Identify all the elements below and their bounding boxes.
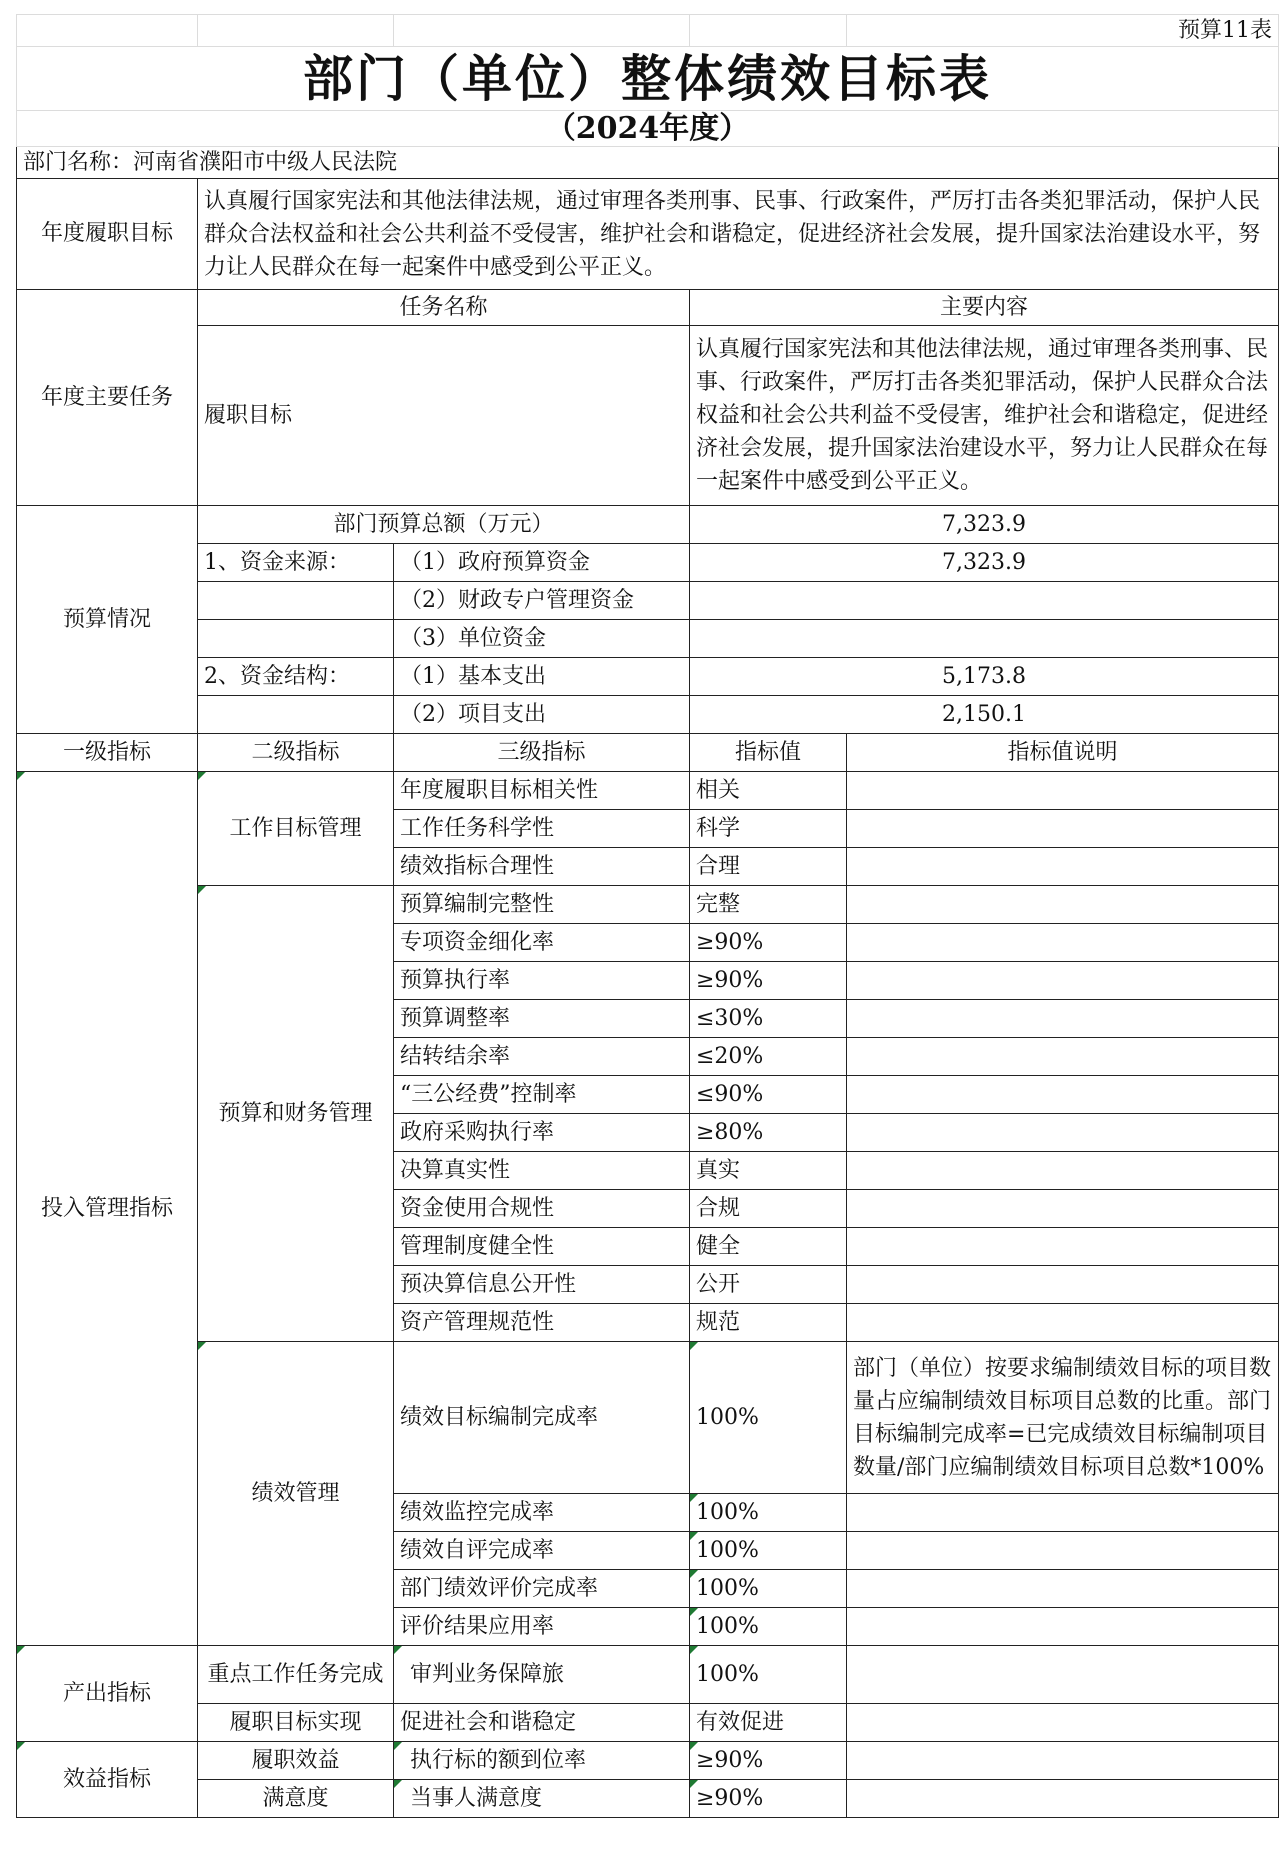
blank-cell	[17, 15, 198, 47]
indicator-note: 部门（单位）按要求编制绩效目标的项目数量占应编制绩效目标项目总数的比重。部门目标编制完成率=已完成绩效目标编制项目数量/部门应编制绩效目标项目总数*100%	[847, 1342, 1279, 1494]
indicator-name: 审判业务保障旅	[394, 1646, 690, 1704]
budget-total-value: 7,323.9	[690, 506, 1279, 544]
indicator-note	[847, 1076, 1279, 1114]
indicator-note	[847, 1742, 1279, 1780]
indicator-value: ≤90%	[690, 1076, 847, 1114]
annual-goal-text: 认真履行国家宪法和其他法律法规，通过审理各类刑事、民事、行政案件，严厉打击各类犯罪活动，保护人民群众合法权益和社会公共利益不受侵害，维护社会和谐稳定，促进经济社会发展，提升国家法治建设水平，努力让人民群众在每一起案件中感受到公平正义。	[198, 179, 1279, 290]
indicator-name: 预算编制完整性	[394, 886, 690, 924]
finance-mgmt-label: 预算和财务管理	[198, 886, 394, 1342]
note-header: 指标值说明	[847, 734, 1279, 772]
satisfaction-label: 满意度	[198, 1780, 394, 1818]
task-name-header: 任务名称	[198, 290, 690, 326]
level2-header: 二级指标	[198, 734, 394, 772]
indicator-value: 100%	[690, 1570, 847, 1608]
indicator-name: 绩效监控完成率	[394, 1494, 690, 1532]
indicator-value: 100%	[690, 1342, 847, 1494]
indicator-value: ≥90%	[690, 1742, 847, 1780]
indicator-note	[847, 924, 1279, 962]
blank-cell	[198, 15, 394, 47]
indicator-value: 合理	[690, 848, 847, 886]
level3-header: 三级指标	[394, 734, 690, 772]
duty-benefit-label: 履职效益	[198, 1742, 394, 1780]
indicator-value: ≤30%	[690, 1000, 847, 1038]
basic-expense-label: （1）基本支出	[394, 658, 690, 696]
indicator-note	[847, 1780, 1279, 1818]
form-tag: 预算11表	[847, 15, 1279, 47]
task-content-header: 主要内容	[690, 290, 1279, 326]
indicator-name: “三公经费”控制率	[394, 1076, 690, 1114]
indicator-name: 部门绩效评价完成率	[394, 1570, 690, 1608]
indicator-name: 当事人满意度	[394, 1780, 690, 1818]
gov-fund-value: 7,323.9	[690, 544, 1279, 582]
special-fund-value	[690, 582, 1279, 620]
indicator-note	[847, 1228, 1279, 1266]
level1-header: 一级指标	[17, 734, 198, 772]
indicator-value: ≥90%	[690, 962, 847, 1000]
budget-label: 预算情况	[17, 506, 198, 734]
duty-goal-label: 履职目标实现	[198, 1704, 394, 1742]
budget-total-label: 部门预算总额（万元）	[198, 506, 690, 544]
indicator-name: 专项资金细化率	[394, 924, 690, 962]
indicator-name: 绩效指标合理性	[394, 848, 690, 886]
indicator-name: 资金使用合规性	[394, 1190, 690, 1228]
performance-table	[16, 14, 1279, 1818]
indicator-name: 资产管理规范性	[394, 1304, 690, 1342]
special-fund-label: （2）财政专户管理资金	[394, 582, 690, 620]
indicator-note	[847, 1608, 1279, 1646]
work-goal-label: 工作目标管理	[198, 772, 394, 886]
indicator-name: 决算真实性	[394, 1152, 690, 1190]
key-task-label: 重点工作任务完成	[198, 1646, 394, 1704]
blank-cell	[394, 15, 690, 47]
indicator-name: 工作任务科学性	[394, 810, 690, 848]
indicator-name: 执行标的额到位率	[394, 1742, 690, 1780]
indicator-value: 100%	[690, 1608, 847, 1646]
task-name: 履职目标	[198, 326, 690, 506]
indicator-name: 预算调整率	[394, 1000, 690, 1038]
indicator-note	[847, 1000, 1279, 1038]
indicator-name: 年度履职目标相关性	[394, 772, 690, 810]
gov-fund-label: （1）政府预算资金	[394, 544, 690, 582]
indicator-value: 完整	[690, 886, 847, 924]
task-content: 认真履行国家宪法和其他法律法规，通过审理各类刑事、民事、行政案件，严厉打击各类犯罪活动，保护人民群众合法权益和社会公共利益不受侵害，维护社会和谐稳定，促进经济社会发展，提升国家法治建设水平，努力让人民群众在每一起案件中感受到公平正义。	[690, 326, 1279, 506]
indicator-value: ≤20%	[690, 1038, 847, 1076]
indicator-name: 预决算信息公开性	[394, 1266, 690, 1304]
indicator-note	[847, 1304, 1279, 1342]
indicator-value: 健全	[690, 1228, 847, 1266]
indicator-note	[847, 962, 1279, 1000]
indicator-value: 规范	[690, 1304, 847, 1342]
indicator-name: 结转结余率	[394, 1038, 690, 1076]
project-expense-label: （2）项目支出	[394, 696, 690, 734]
indicator-name: 促进社会和谐稳定	[394, 1704, 690, 1742]
indicator-value: ≥80%	[690, 1114, 847, 1152]
indicator-value: 100%	[690, 1494, 847, 1532]
value-header: 指标值	[690, 734, 847, 772]
input-indicator-label: 投入管理指标	[17, 772, 198, 1646]
indicator-value: 有效促进	[690, 1704, 847, 1742]
indicator-note	[847, 1646, 1279, 1704]
page-title: 部门（单位）整体绩效目标表	[17, 47, 1279, 111]
indicator-note	[847, 1038, 1279, 1076]
indicator-note	[847, 772, 1279, 810]
fund-source-label: 1、资金来源：	[198, 544, 394, 582]
indicator-value: 真实	[690, 1152, 847, 1190]
indicator-value: ≥90%	[690, 924, 847, 962]
indicator-note	[847, 1266, 1279, 1304]
indicator-note	[847, 848, 1279, 886]
indicator-value: ≥90%	[690, 1780, 847, 1818]
indicator-name: 管理制度健全性	[394, 1228, 690, 1266]
project-expense-value: 2,150.1	[690, 696, 1279, 734]
indicator-value: 相关	[690, 772, 847, 810]
basic-expense-value: 5,173.8	[690, 658, 1279, 696]
main-task-label: 年度主要任务	[17, 290, 198, 506]
indicator-name: 绩效目标编制完成率	[394, 1342, 690, 1494]
benefit-indicator-label: 效益指标	[17, 1742, 198, 1818]
indicator-value: 科学	[690, 810, 847, 848]
indicator-note	[847, 1190, 1279, 1228]
indicator-note	[847, 1152, 1279, 1190]
department-name: 部门名称：河南省濮阳市中级人民法院	[17, 147, 1279, 179]
blank-cell	[690, 15, 847, 47]
year-label: （2024年度）	[17, 111, 1279, 147]
annual-goal-label: 年度履职目标	[17, 179, 198, 290]
indicator-value: 公开	[690, 1266, 847, 1304]
unit-fund-label: （3）单位资金	[394, 620, 690, 658]
indicator-note	[847, 1704, 1279, 1742]
perf-mgmt-label: 绩效管理	[198, 1342, 394, 1646]
indicator-value: 合规	[690, 1190, 847, 1228]
indicator-note	[847, 1114, 1279, 1152]
indicator-value: 100%	[690, 1646, 847, 1704]
blank-cell	[198, 582, 394, 620]
blank-cell	[198, 620, 394, 658]
indicator-note	[847, 1570, 1279, 1608]
indicator-note	[847, 810, 1279, 848]
output-indicator-label: 产出指标	[17, 1646, 198, 1742]
indicator-note	[847, 1494, 1279, 1532]
unit-fund-value	[690, 620, 1279, 658]
blank-cell	[198, 696, 394, 734]
indicator-note	[847, 1532, 1279, 1570]
indicator-note	[847, 886, 1279, 924]
fund-structure-label: 2、资金结构：	[198, 658, 394, 696]
indicator-name: 预算执行率	[394, 962, 690, 1000]
indicator-value: 100%	[690, 1532, 847, 1570]
performance-target-sheet	[16, 14, 1278, 1847]
indicator-name: 评价结果应用率	[394, 1608, 690, 1646]
indicator-name: 绩效自评完成率	[394, 1532, 690, 1570]
indicator-name: 政府采购执行率	[394, 1114, 690, 1152]
